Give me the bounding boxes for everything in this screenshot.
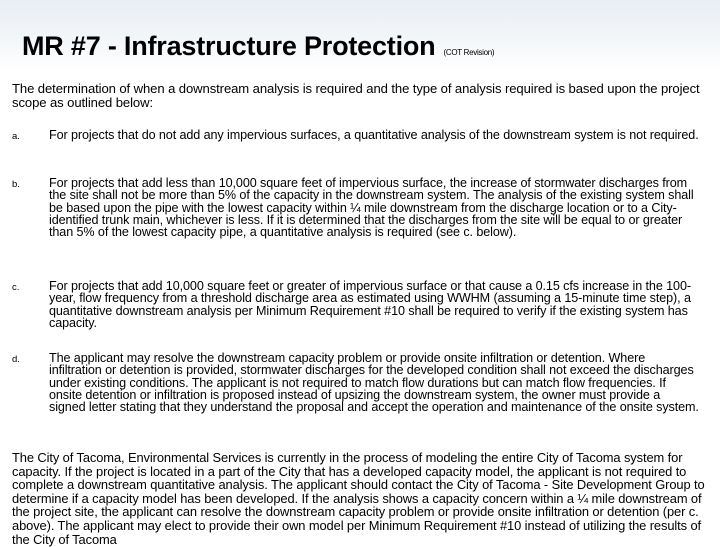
slide-header <box>0 0 720 70</box>
list-marker: d. <box>12 354 20 365</box>
title-row <box>22 31 494 62</box>
list-item-text: For projects that do not add any impervious surfaces, a quantitative analysis of the downstream system is not required. <box>49 128 699 142</box>
list-item-text: For projects that add less than 10,000 square feet of impervious surface, the increase of stormwater discharges from the site shall not be more than 5% of the capacity in the downstream system. The analysis of the existing system shall be based upon the pipe with the lowest capacity within ¼ mile downstream from the discharge location or to a City-identified trunk main, whichever is less. If it is determined that the discharges from the site will be equal to or greater than 5% of the lowest capacity pipe, a quantitative analysis is required (see c. below). <box>49 176 694 240</box>
intro-paragraph: The determination of when a downstream analysis is required and the type of analysis required is based upon the project scope as outlined below: <box>12 81 700 110</box>
closing-paragraph: The City of Tacoma, Environmental Services is currently in the process of modeling the entire City of Tacoma system for capacity. If the project is located in a part of the City that has a developed capacity model, the applicant is not required to complete a downstream quantitative analysis. The applicant should contact the City of Tacoma - Site Development Group to determine if a capacity model has been developed. If the analysis shows a capacity concern within a ¼ mile downstream of the project site, the applicant can resolve the downstream capacity problem or provide onsite infiltration or detention (per c. above). The applicant may elect to provide their own model per Minimum Requirement #10 instead of utilizing the results of the City of Tacoma <box>12 450 705 547</box>
list-marker: b. <box>12 179 20 190</box>
slide-subtitle: (COT Revision) <box>443 48 495 57</box>
list-marker: c. <box>12 282 20 293</box>
slide-title: MR #7 - Infrastructure Protection <box>22 31 436 61</box>
list-marker: a. <box>12 131 20 142</box>
list-item-text: The applicant may resolve the downstream capacity problem or provide onsite infiltration or detention. Where infiltration or detention is provided, stormwater discharges for the developed condition shall not exceed the discharges under existing conditions. The applicant is not required to match flow durations but can match flow frequencies. If onsite detention or infiltration is proposed instead of upsizing the downstream system, the owner must provide a signed letter stating that they understand the proposal and accept the operation and maintenance of the onsite system. <box>49 351 699 415</box>
list-item-text: For projects that add 10,000 square feet or greater of impervious surface or that cause a 0.15 cfs increase in the 100-year, flow frequency from a threshold discharge area as estimated using WWHM (assuming a 15-minute time step), a quantitative downstream analysis per Minimum Requirement #10 shall be required to verify if the existing system has capacity. <box>49 279 691 330</box>
